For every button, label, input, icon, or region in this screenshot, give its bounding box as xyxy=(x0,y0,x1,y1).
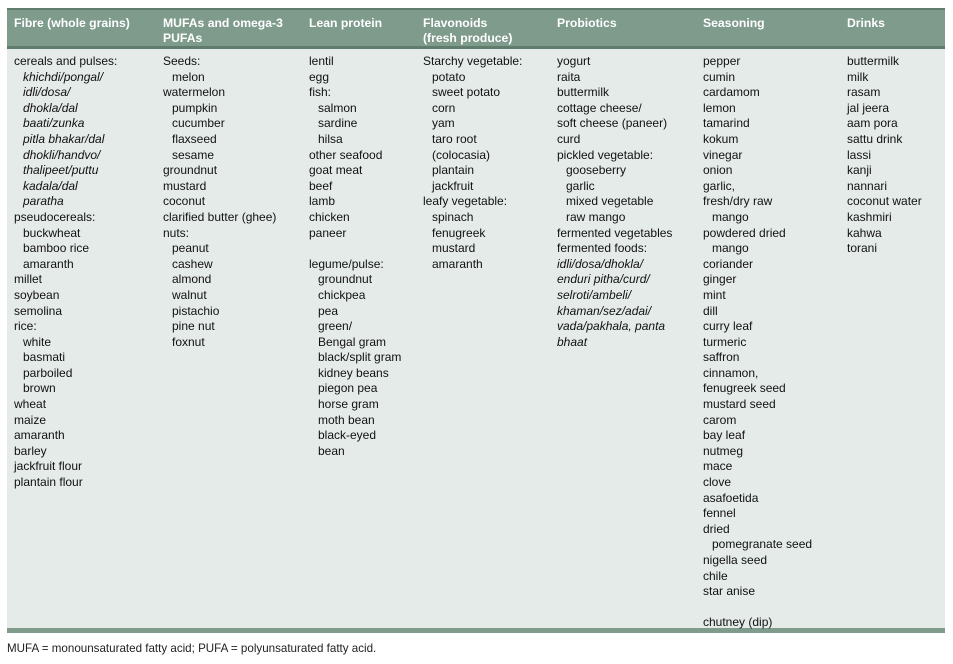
list-item: Bengal gram xyxy=(318,334,387,349)
list-item: pepper xyxy=(703,54,741,68)
list-item: fenugreek seed xyxy=(703,381,786,396)
list-item: rice: xyxy=(14,319,37,334)
list-item: groundnut xyxy=(318,272,373,287)
list-item: kashmiri xyxy=(847,209,892,224)
header-line: Seasoning xyxy=(703,16,765,30)
list-item: groundnut xyxy=(163,163,218,178)
header-line: Probiotics xyxy=(557,16,617,30)
list-item: milk xyxy=(847,69,869,84)
header-mufas xyxy=(156,10,302,46)
list-item: Starchy vegetable: xyxy=(423,54,523,68)
list-item: dill xyxy=(703,303,718,318)
list-item: taro root xyxy=(432,131,477,146)
list-item: plantain flour xyxy=(14,475,83,490)
list-item: mixed vegetable xyxy=(566,194,654,209)
list-item: cardamom xyxy=(703,85,760,100)
list-item: khaman/sez/adai/ xyxy=(557,303,652,318)
list-item: white xyxy=(23,334,52,349)
list-item: carom xyxy=(703,412,737,427)
list-item: cucumber xyxy=(172,116,225,131)
list-item: idli/dosa/ xyxy=(23,85,71,100)
list-item: nannari xyxy=(847,178,888,193)
header-probiotics xyxy=(550,10,696,46)
list-item: nutmeg xyxy=(703,443,744,458)
list-item: jackfruit flour xyxy=(14,459,83,474)
list-item: kidney beans xyxy=(318,365,389,380)
table-footnote: MUFA = monounsaturated fatty acid; PUFA = polyunsaturated fatty acid. xyxy=(7,642,377,655)
list-item: parboiled xyxy=(23,365,73,380)
list-item: kahwa xyxy=(847,225,882,240)
list-item: chicken xyxy=(309,209,350,224)
list-item: watermelon xyxy=(163,85,226,100)
list-item: fermented vegetables xyxy=(557,225,673,240)
list-item: pumpkin xyxy=(172,100,218,115)
list-item: raw mango xyxy=(566,209,626,224)
blank-row xyxy=(703,600,840,616)
header-line: Flavonoids xyxy=(423,16,488,30)
list-item: mustard seed xyxy=(703,397,776,412)
list-item: fenugreek xyxy=(432,225,486,240)
list-item: paneer xyxy=(309,225,347,240)
list-item: dried xyxy=(703,521,730,536)
list-item: nigella seed xyxy=(703,553,768,567)
list-item: pitla bhakar/dal xyxy=(23,131,105,146)
list-item: black/split gram xyxy=(318,350,402,365)
list-item: lemon xyxy=(703,100,736,115)
list-item: other seafood xyxy=(309,147,383,162)
header-lean-protein xyxy=(302,10,416,46)
list-item: salmon xyxy=(318,100,357,115)
food-table xyxy=(7,8,945,633)
list-item: mango xyxy=(712,241,749,256)
list-item: hilsa xyxy=(318,131,343,146)
list-item: amaranth xyxy=(23,256,74,271)
column-drinks xyxy=(840,49,945,628)
list-item: egg xyxy=(309,69,330,84)
list-item: bean xyxy=(318,443,345,458)
column-lean-protein xyxy=(302,49,416,628)
list-item: cashew xyxy=(172,256,213,271)
list-item: baati/zunka xyxy=(23,116,85,131)
list-item: piegon pea xyxy=(318,381,378,396)
list-item: onion xyxy=(703,163,733,178)
header-line: PUFAs xyxy=(163,31,203,45)
list-item: lentil xyxy=(309,54,334,68)
list-item: star anise xyxy=(703,584,756,599)
header-line: (fresh produce) xyxy=(423,31,513,45)
header-flavonoids xyxy=(416,10,550,46)
list-item: vada/pakhala, panta xyxy=(557,319,666,334)
list-item: sardine xyxy=(318,116,358,131)
list-item: kadala/dal xyxy=(23,178,78,193)
list-item: cumin xyxy=(703,69,736,84)
list-item: cottage cheese/ xyxy=(557,100,642,115)
list-item: chile xyxy=(703,568,728,583)
list-item: bamboo rice xyxy=(23,241,90,256)
column-mufas xyxy=(156,49,302,628)
list-item: saffron xyxy=(703,350,740,365)
list-item: dhokli/handvo/ xyxy=(23,147,101,162)
list-item: basmati xyxy=(23,350,66,365)
header-line: MUFAs and omega-3 xyxy=(163,16,283,30)
list-item: walnut xyxy=(172,287,207,302)
list-item: kanji xyxy=(847,163,872,178)
list-item: fermented foods: xyxy=(557,241,648,256)
list-item: soybean xyxy=(14,287,60,302)
list-item: pomegranate seed xyxy=(712,537,813,552)
list-item: foxnut xyxy=(172,334,205,349)
header-line: Drinks xyxy=(847,16,885,30)
list-item: millet xyxy=(14,272,43,287)
list-item: aam pora xyxy=(847,116,898,131)
table-body xyxy=(7,49,945,633)
list-item: buttermilk xyxy=(847,54,900,68)
list-item: bay leaf xyxy=(703,428,746,443)
header-line: Lean protein xyxy=(309,16,383,30)
list-item: mace xyxy=(703,459,733,474)
list-item: torani xyxy=(847,241,878,256)
column-seasoning xyxy=(696,49,840,628)
list-item: buttermilk xyxy=(557,85,610,100)
list-item: jackfruit xyxy=(432,178,474,193)
list-item: chickpea xyxy=(318,287,366,302)
list-item: vinegar xyxy=(703,147,743,162)
list-item: idli/dosa/dhokla/ xyxy=(557,256,644,271)
list-item: cinnamon, xyxy=(703,365,759,380)
list-item: turmeric xyxy=(703,334,747,349)
list-item: soft cheese (paneer) xyxy=(557,116,668,131)
list-item: sattu drink xyxy=(847,131,903,146)
list-item: paratha xyxy=(23,194,64,209)
header-fibre xyxy=(7,10,156,46)
list-item: peanut xyxy=(172,241,209,256)
list-item: mango xyxy=(712,209,749,224)
list-item: kokum xyxy=(703,131,739,146)
list-item: lassi xyxy=(847,147,872,162)
list-item: enduri pitha/curd/ xyxy=(557,272,650,287)
header-line: Fibre (whole grains) xyxy=(14,16,130,30)
header-drinks xyxy=(840,10,945,46)
list-item: ginger xyxy=(703,272,737,287)
list-item: fennel xyxy=(703,506,736,521)
list-item: coconut xyxy=(163,194,206,209)
list-item: mustard xyxy=(163,178,207,193)
list-item: thalipeet/puttu xyxy=(23,163,99,178)
list-item: yam xyxy=(432,116,455,131)
list-item: clarified butter (ghee) xyxy=(163,209,277,224)
column-flavonoids xyxy=(416,49,550,628)
list-item: legume/pulse: xyxy=(309,256,384,271)
list-item: dhokla/dal xyxy=(23,100,78,115)
list-item: pine nut xyxy=(172,319,215,334)
list-item: (colocasia) xyxy=(432,147,491,162)
list-item: leafy vegetable: xyxy=(423,194,508,209)
list-item: spinach xyxy=(432,209,474,224)
list-item: powdered dried xyxy=(703,225,786,240)
list-item: brown xyxy=(23,381,56,396)
list-item: goat meat xyxy=(309,163,363,178)
list-item: selroti/ambeli/ xyxy=(557,287,632,302)
list-item: pickled vegetable: xyxy=(557,147,654,162)
list-item: fish: xyxy=(309,85,332,100)
list-item: raita xyxy=(557,69,581,84)
list-item: garlic, xyxy=(703,178,736,193)
list-item: maize xyxy=(14,412,47,427)
list-item: potato xyxy=(432,69,466,84)
table-header xyxy=(7,8,945,49)
list-item: corn xyxy=(432,100,456,115)
list-item: coriander xyxy=(703,256,754,271)
list-item: chutney (dip) xyxy=(703,615,773,630)
list-item: lamb xyxy=(309,194,336,209)
list-item: beef xyxy=(309,178,333,193)
list-item: curry leaf xyxy=(703,319,753,334)
list-item: coconut water xyxy=(847,194,922,209)
list-item: buckwheat xyxy=(23,225,81,240)
header-seasoning xyxy=(696,10,840,46)
list-item: pseudocereals: xyxy=(14,209,96,224)
list-item: sesame xyxy=(172,147,215,162)
list-item: garlic xyxy=(566,178,595,193)
list-item: amaranth xyxy=(432,256,483,271)
list-item: semolina xyxy=(14,303,63,318)
list-item: melon xyxy=(172,69,205,84)
list-item: bhaat xyxy=(557,334,588,349)
list-item: yogurt xyxy=(557,54,591,68)
blank-row xyxy=(309,241,416,257)
list-item: nuts: xyxy=(163,225,190,240)
list-item: mint xyxy=(703,287,726,302)
list-item: gooseberry xyxy=(566,163,627,178)
list-item: barley xyxy=(14,443,47,458)
list-item: jal jeera xyxy=(847,100,890,115)
list-item: pea xyxy=(318,303,339,318)
list-item: fresh/dry raw xyxy=(703,194,773,209)
list-item: rasam xyxy=(847,85,881,100)
list-item: flaxseed xyxy=(172,131,217,146)
list-item: almond xyxy=(172,272,212,287)
list-item: cereals and pulses: xyxy=(14,54,118,68)
list-item: khichdi/pongal/ xyxy=(23,69,104,84)
list-item: curd xyxy=(557,131,581,146)
list-item: horse gram xyxy=(318,397,379,412)
list-item: sweet potato xyxy=(432,85,501,100)
list-item: tamarind xyxy=(703,116,750,131)
list-item: wheat xyxy=(14,397,47,412)
column-probiotics xyxy=(550,49,696,628)
list-item: plantain xyxy=(432,163,475,178)
list-item: green/ xyxy=(318,319,353,334)
list-item: pistachio xyxy=(172,303,220,318)
list-item: amaranth xyxy=(14,428,65,443)
list-item: clove xyxy=(703,475,732,490)
column-fibre xyxy=(7,49,156,628)
list-item: asafoetida xyxy=(703,490,759,505)
list-item: mustard xyxy=(432,241,476,256)
list-item: moth bean xyxy=(318,412,375,427)
list-item: black-eyed xyxy=(318,428,377,443)
list-item: Seeds: xyxy=(163,54,201,68)
